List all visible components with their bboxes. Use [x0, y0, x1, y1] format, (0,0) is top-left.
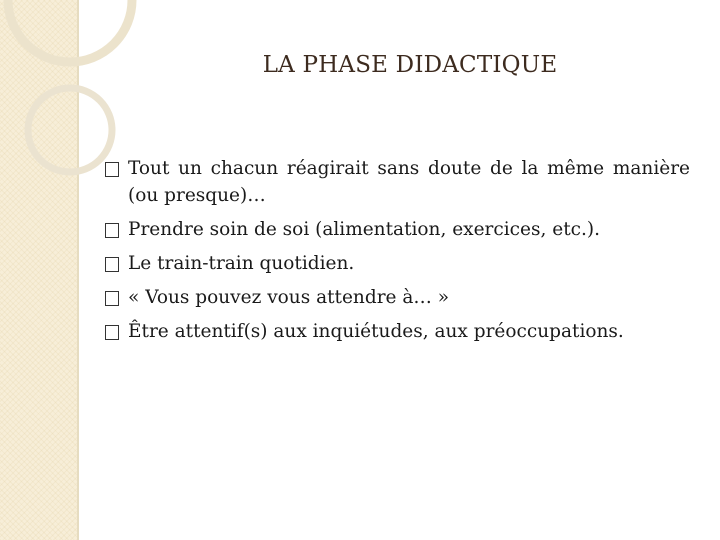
bullet-text: Tout un chacun réagirait sans doute de la même manière (ou presque)… [128, 158, 690, 206]
missing-glyph-box-icon [105, 162, 119, 177]
bullet-item [105, 216, 690, 243]
slide-title: LA PHASE DIDACTIQUE [262, 52, 558, 78]
bullet-item [105, 284, 690, 311]
missing-glyph-box-icon [105, 223, 119, 238]
bullet-list [105, 155, 690, 352]
bullet-item [105, 250, 690, 277]
missing-glyph-box-icon [105, 325, 119, 340]
missing-glyph-box-icon [105, 257, 119, 272]
missing-glyph-box-icon [105, 291, 119, 306]
bullet-text: « Vous pouvez vous attendre à… » [128, 287, 450, 308]
bullet-item [105, 155, 690, 209]
large-ring [8, 0, 132, 62]
small-ring [28, 88, 112, 172]
bullet-text: Prendre soin de soi (alimentation, exercices, etc.). [128, 219, 600, 240]
bullet-item [105, 318, 690, 345]
bullet-text: Le train-train quotidien. [128, 253, 355, 274]
bullet-text: Être attentif(s) aux inquiétudes, aux préoccupations. [128, 321, 624, 342]
